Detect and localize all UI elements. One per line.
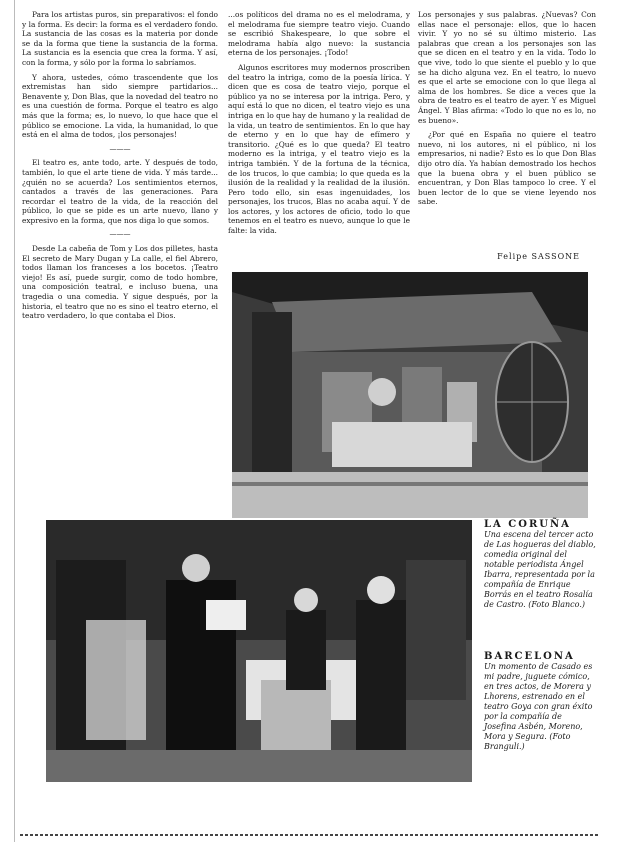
right-paragraph: ¿Por qué en España no quiere el teatro nuevo, ni los autores, ni el público, ni los empresarios, ni nadie? Esto es lo que Don Blas dijo otro día. Ya habían demostrado los hechos que la buena obra y el buen público se encuentran, y Don Blas tampoco lo cree. Y el buen lector de lo que se viene leyendo nos sabe. xyxy=(418,130,596,207)
left-paragraph: Desde La cabeña de Tom y Los dos pilletes, hasta El secreto de Mary Dugan y La calle, el fiel Abrero, todos llaman los franceses a los bocetos. ¡Teatro viejo! Es así, puede surgir, como de todo hombre, una composición teatral, e incluso buena, una tragedia o una comedia. Y sigue después, por la historia, el teatro que no es sino el teatro eterno, el teatro verdadero, lo que contaba el Dios. xyxy=(22,244,218,321)
caption-text: Una escena del tercer acto de Las hogueras del diablo, comedia original del notable periodista Ángel Ibarra, representada por la compañía de Enrique Borrás en el teatro Rosalía de Castro. (Foto Blanco.) xyxy=(484,530,596,609)
theatre-scene-photo xyxy=(46,520,472,782)
margin-rule xyxy=(14,0,15,842)
caption-place: LA CORUÑA xyxy=(484,519,571,530)
right-paragraph: Los personajes y sus palabras. ¿Nuevas? Con ellas nace el personaje: ellos, que lo hacen vivir. Y yo no sé su último misterio. Las palabras que crean a los personajes son las que se dicen en el teatro y en la vida. Todo lo que vive, todo lo que siente el pueblo y lo que se ha dicho alguna vez. En el teatro, lo nuevo es que el arte se emocione con lo que llega al alma de los hombres. Se dice a veces que la obra de teatro es el teatro de ayer. Y es Miguel Ángel. Y Blas afirma: «Todo lo que no es lo, no es bueno». xyxy=(418,10,596,125)
section-separator: ——— xyxy=(109,144,131,153)
left-column xyxy=(22,10,218,460)
footer-rule xyxy=(20,834,600,836)
caption-text: Un momento de Casado es mi padre, juguete cómico, en tres actos, de Morera y Lhorens, estrenado en el teatro Goya con gran éxito por la compañía de Josefina Asbén, Moreno, Mora y Segura. (Foto Branguli.) xyxy=(484,662,593,751)
caption-coruna xyxy=(484,520,596,610)
middle-column xyxy=(228,10,410,268)
right-column xyxy=(418,10,596,250)
middle-paragraph: Algunos escritores muy modernos proscriben del teatro la intriga, como de la poesía lírica. Y dicen que es cosa de teatro viejo, porque el público ya no se interesa por la intriga. Pero, y aquí está lo que no dicen, el teatro viejo es una intriga en lo que hay de humano y la realidad de la vida, un teatro de sentimientos. En lo que hay de eterno y en lo que hay de efímero y transitorio. ¿Qué es lo que queda? El teatro moderno es la intriga, y el teatro viejo es la intriga también. Y de la fortuna de la técnica, de los trucos, lo que cambia; lo que queda es la ilusión de la realidad y la realidad de la ilusión. Pero todo ello, sin esas ingenuidades, los personajes, los trucos, Blas no acaba aquí. Y de los actores, y los actores de oficio, todo lo que tenemos en el teatro es nuevo, aunque lo que le falte: la vida. xyxy=(228,62,410,236)
theatre-scene-image xyxy=(46,520,472,782)
left-paragraph: Para los artistas puros, sin preparativos: el fondo y la forma. Es decir: la forma es el verdadero fondo. La sustancia de las cosas es la materia por donde se da la forma que tiene la sustancia de la forma. La sustancia es la esencia que crea la forma. Y así, con la forma, y sólo por la forma lo sabríamos. xyxy=(22,10,218,67)
left-paragraph: El teatro es, ante todo, arte. Y después de todo, también, lo que el arte tiene de vida. Y más tarde... ¿quién no se acuerda? Los sentimientos eternos, cantados a través de las generaciones. Para recordar el teatro de la vida, de la reacción del público, lo que se pide es un arte nuevo, llano y expresivo en la forma, que nos diga lo que somos. xyxy=(22,158,218,225)
caption-barcelona xyxy=(484,652,596,752)
left-paragraph: Y ahora, ustedes, cómo trascendente que los extremistas han sido siempre partidarios... Benavente y, Don Blas, que la novedad del teatro no es una cuestión de forma. Porque el teatro es algo más que la forma; es, lo nuevo, lo que hace que el público se emocione. La vida, la humanidad, lo que está en el alma de todos, ¡los personajes! xyxy=(22,72,218,140)
middle-paragraph: ...os políticos del drama no es el melodrama, y el melodrama fue siempre teatro viejo. Cuando se escribió Shakespeare, lo que sobre el melodrama había algo nuevo: la sustancia eterna de los personajes. ¡Todo! xyxy=(228,10,410,58)
section-separator: ——— xyxy=(109,230,131,239)
author-signature: Felipe SASSONE xyxy=(497,252,580,261)
stage-set-image xyxy=(232,272,588,518)
stage-set-photo xyxy=(232,272,588,518)
caption-place: BARCELONA xyxy=(484,651,575,662)
